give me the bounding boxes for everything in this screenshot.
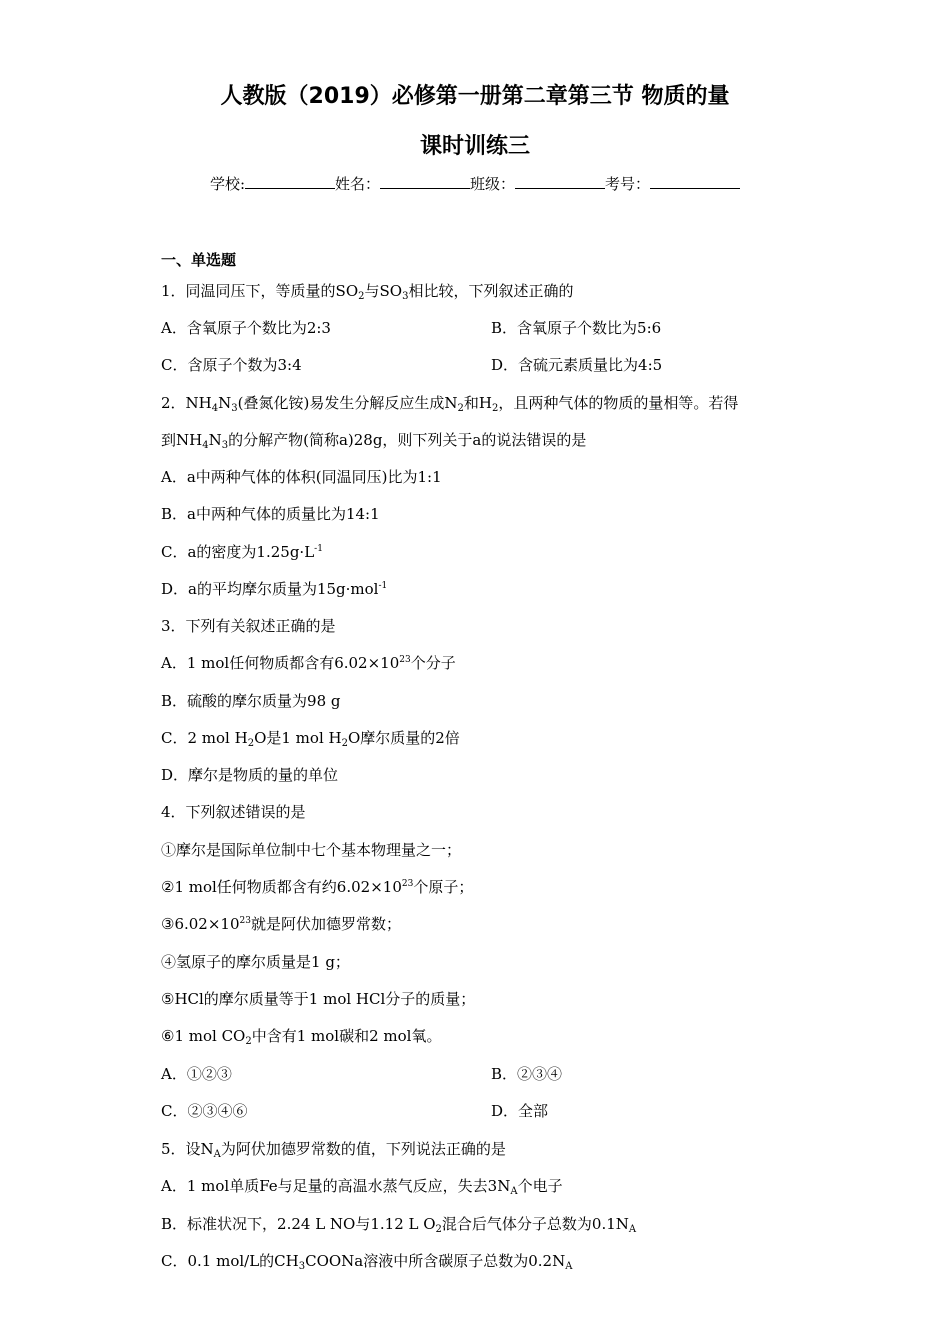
school-label: 学校: xyxy=(209,175,245,193)
question-3-option-d: D．摩尔是物质的量的单位 xyxy=(161,766,339,784)
student-info-row xyxy=(0,172,950,196)
question-5-option-a: A．1 mol单质Fe与足量的高温水蒸气反应，失去$3N_A$个电子 xyxy=(161,1177,563,1197)
question-4-option-b: B．②③④ xyxy=(491,1065,563,1083)
class-blank[interactable] xyxy=(515,174,605,189)
number-label: 考号： xyxy=(605,175,651,193)
question-3-option-b: B．硫酸的摩尔质量为98 g xyxy=(161,692,341,710)
question-1-option-b: B．含氧原子个数比为5:6 xyxy=(491,319,662,337)
question-3-stem: 3．下列有关叙述正确的是 xyxy=(161,617,336,635)
question-4-statement-5: ⑤HCl的摩尔质量等于1 mol HCl分子的质量； xyxy=(161,990,476,1008)
question-4-stem: 4．下列叙述错误的是 xyxy=(161,803,306,821)
question-4-statement-6: ⑥1 mol $CO_2$中含有1 mol碳和2 mol氧。 xyxy=(161,1027,442,1047)
question-5-option-b: B．标准状况下，2.24 L NO与1.12 L $O_2$混合后气体分子总数为$0.1N_A$ xyxy=(161,1215,637,1235)
question-1-option-d: D．含硫元素质量比为4:5 xyxy=(491,356,663,374)
document-subtitle: 课时训练三 xyxy=(419,134,530,159)
question-4-statement-3: $③6.02\times 10^{23}$就是阿伏加德罗常数； xyxy=(161,915,401,933)
question-4-statement-2: ②1 mol任何物质都含有约$6.02\times 10^{23}$个原子； xyxy=(161,878,474,896)
question-2-option-a: A．a中两种气体的体积(同温同压)比为1:1 xyxy=(161,468,442,486)
question-5-option-c: C．0.1 mol/L的$CH_3COONa$溶液中所含碳原子总数为$0.2N_A$ xyxy=(161,1252,573,1272)
class-label: 班级： xyxy=(470,175,516,193)
question-2-stem-line-1: 2．$NH_4N_3$(叠氮化铵)易发生分解反应生成$N_2$和$H_2$，且两种气体的物质的量相等。若得 xyxy=(161,394,739,414)
name-blank[interactable] xyxy=(380,174,470,189)
question-4-statement-1: ①摩尔是国际单位制中七个基本物理量之一； xyxy=(161,841,462,859)
question-3-option-a: A．1 mol任何物质都含有$6.02\times 10^{23}$个分子 xyxy=(161,654,456,672)
question-1-option-c: C．含原子个数为3:4 xyxy=(161,356,302,374)
question-4-statement-4: ④氢原子的摩尔质量是1 g； xyxy=(161,953,350,971)
question-5-stem: 5．设$N_A$为阿伏加德罗常数的值，下列说法正确的是 xyxy=(161,1140,506,1160)
question-3-option-c: C．2 mol $H_2O$是1 mol $H_2O$摩尔质量的2倍 xyxy=(161,729,460,749)
question-2-stem-line-2: 到$NH_4N_3$的分解产物(简称a)28g，则下列关于a的说法错误的是 xyxy=(161,431,587,451)
question-2-option-d: D．a的平均摩尔质量为15g·mol$^{-1}$ xyxy=(161,580,388,598)
section-heading: 一、单选题 xyxy=(161,251,237,269)
document-title: 人教版（2019）必修第一册第二章第三节 物质的量 xyxy=(220,84,730,109)
school-blank[interactable] xyxy=(245,174,335,189)
question-4-option-a: A．①②③ xyxy=(161,1065,232,1083)
question-4-option-c: C．②③④⑥ xyxy=(161,1102,248,1120)
question-2-option-c: C．a的密度为$1.25g\cdot L^{-1}$ xyxy=(161,543,323,561)
question-2-option-b: B．a中两种气体的质量比为14:1 xyxy=(161,505,380,523)
question-1-option-a: A．含氧原子个数比为2:3 xyxy=(161,319,331,337)
name-label: 姓名： xyxy=(335,175,381,193)
question-1-stem: 1．同温同压下，等质量的$SO_2$与$SO_3$相比较，下列叙述正确的 xyxy=(161,282,574,302)
number-blank[interactable] xyxy=(650,174,740,189)
question-4-option-d: D．全部 xyxy=(491,1102,549,1120)
